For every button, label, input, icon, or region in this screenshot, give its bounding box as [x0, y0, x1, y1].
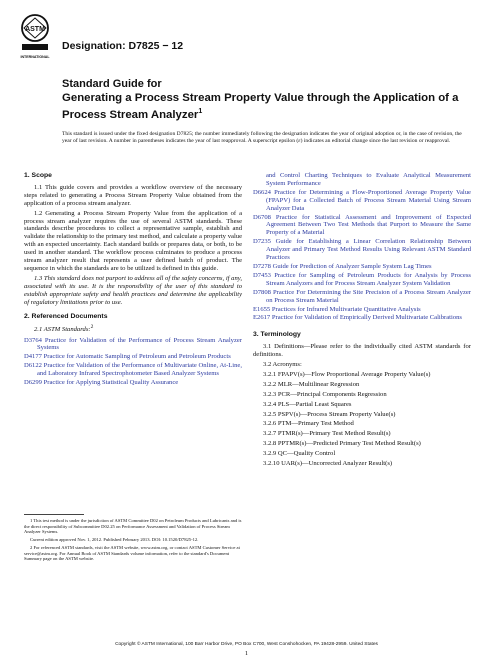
standard-type: Standard Guide for: [62, 78, 162, 90]
right-column: [253, 172, 471, 470]
acronym-item: 3.2.3 PCR—Principal Components Regression: [263, 390, 387, 398]
para-3-1: 3.1 Definitions—Please refer to the individually cited ASTM standards for definitions.: [253, 343, 471, 359]
ref-continuation[interactable]: and Control Charting Techniques to Evaluate Analytical Measurement System Performance: [266, 172, 471, 187]
acronym-item: 3.2.4 PLS—Partial Least Squares: [263, 400, 352, 408]
ref-item[interactable]: E2617 Practice for Validation of Empirically Derived Multivariate Calibrations: [253, 314, 462, 322]
refs-heading: 2. Referenced Documents: [24, 312, 108, 320]
svg-text:ASTM: ASTM: [25, 26, 45, 33]
footnote-divider: [24, 514, 84, 515]
para-1-2: 1.2 Generating a Process Stream Property Value from the application of a process stream analyzer requires the use of several ASTM standards. These standards describe procedures to collect a representative sample, establish and validate the relationship to the primary test method, and calculate a property value with an expected uncertainty. Each standard builds or prepares data, or both, to be used in another standard. The workflow process culminates to produce a process stream analyzer result that represents a user defined batch of product. The sequence in which the standards are to be utilized is defined in this guide.: [24, 209, 242, 272]
acronym-item: 3.2.6 PTM—Primary Test Method: [263, 420, 354, 428]
ref-item[interactable]: D3764 Practice for Validation of the Performance of Process Stream Analyzer Systems: [24, 336, 242, 352]
page-number: 1: [244, 650, 249, 657]
ref-item[interactable]: D7453 Practice for Sampling of Petroleum Products for Analysis by Process Stream Analyzers and for Process Stream Analyzer System Validation: [253, 271, 471, 287]
para-3-2: 3.2 Acronyms:: [263, 361, 302, 369]
para-1-1: 1.1 This guide covers and provides a workflow overview of the necessary steps related to generating a Process Stream Property Value obtained from the application of a process stream analyzer.: [24, 183, 242, 207]
issued-note: This standard is issued under the fixed designation D7825; the number immediately following the designation indicates the year of original adoption or, in the case of revision, the year of last revision. A number in parentheses indicates the year of last reapproval. A superscript epsilon (ε) indicates an editorial change since the last revision or reapproval.: [62, 131, 462, 144]
astm-logo: [18, 14, 52, 66]
acronym-item: 3.2.9 QC—Quality Control: [263, 450, 336, 458]
designation: Designation: D7825 − 12: [62, 40, 184, 52]
ref-item[interactable]: E1655 Practices for Infrared Multivariate Quantitative Analysis: [253, 305, 421, 313]
acronym-item: 3.2.1 FPAPV(s)—Flow Proportional Average Property Value(s): [263, 370, 431, 378]
ref-item[interactable]: D6122 Practice for Validation of the Performance of Multivariate Online, At-Line, and Laboratory Infrared Spectrophotometer Based Analyzer Systems: [24, 362, 243, 378]
acronym-item: 3.2.5 PSPV(s)—Process Stream Property Value(s): [263, 410, 396, 418]
ref-item[interactable]: D4177 Practice for Automatic Sampling of Petroleum and Petroleum Products: [24, 353, 231, 361]
left-column: [24, 172, 242, 388]
acronym-item: 3.2.7 PTMR(s)—Primary Test Method Result(s): [263, 430, 391, 438]
ref-item[interactable]: D6708 Practice for Statistical Assessment and Improvement of Expected Agreement Between Two Test Methods that Purport to Measure the Same Property of a Material: [253, 213, 471, 237]
para-2-1: 2.1 ASTM Standards:$^2$: [34, 324, 94, 334]
ref-item[interactable]: D6299 Practice for Applying Statistical Quality Assurance: [24, 379, 179, 387]
ref-item[interactable]: D6624 Practice for Determining a Flow-Proportioned Average Property Value (FPAPV) for a Collected Batch of Process Stream Material Using Stream Analyzer Data: [253, 188, 471, 212]
document-title: Generating a Process Stream Property Value through the Application of a Process Stream Analyzer$^1$: [62, 92, 459, 121]
footnotes: [24, 518, 242, 564]
scope-heading: 1. Scope: [24, 172, 52, 179]
copyright: Copyright © ASTM International, 100 Barr Harbor Drive, PO Box C700, West Conshohocken, PA 19428-2959. United States: [115, 642, 378, 647]
acronym-item: 3.2.8 PPTMR(s)—Predicted Primary Test Method Result(s): [263, 440, 421, 448]
acronym-item: 3.2.10 UAR(s)—Uncorrected Analyzer Result(s): [263, 460, 393, 468]
ref-item[interactable]: D7278 Guide for Prediction of Analyzer Sample System Lag Times: [253, 262, 432, 270]
title-block: [62, 78, 462, 122]
ref-item[interactable]: D7235 Guide for Establishing a Linear Correlation Relationship Between Analyzer and Primary Test Method Results Using Relevant ASTM Standard Practices: [253, 238, 471, 262]
footnote-1b: Current edition approved Nov. 1, 2012. Published February 2013. DOI: 10.1520/D7825-12.: [30, 537, 199, 543]
footnote-2: 2 For referenced ASTM standards, visit the ASTM website, www.astm.org, or contact ASTM Customer Service at service@astm.org. For Annual Book of ASTM Standards volume information, refer to the standard's Document Summary page on the ASTM website.: [24, 544, 240, 562]
title-footnote-mark: 1: [198, 108, 203, 115]
acronym-item: 3.2.2 MLR—Multilinear Regression: [263, 380, 360, 388]
terminology-heading: 3. Terminology: [253, 331, 301, 339]
svg-text:INTERNATIONAL: INTERNATIONAL: [20, 55, 50, 59]
ref-item[interactable]: D7808 Practice For Determining the Site Precision of a Process Stream Analyzer on Process Stream Material: [253, 288, 471, 304]
footnote-1: 1 This test method is under the jurisdiction of ASTM Committee D02 on Petroleum Products and Lubricants and is the direct responsibility of Subcommittee D02.25 on Performance Assessment and Validation of Process Stream Analyzer Systems.: [24, 518, 242, 535]
para-1-3: 1.3 This standard does not purport to address all of the safety concerns, if any, associated with its use. It is the responsibility of the user of this standard to establish appropriate safety and health practices and determine the applicability of regulatory limitations prior to use.: [24, 274, 242, 306]
